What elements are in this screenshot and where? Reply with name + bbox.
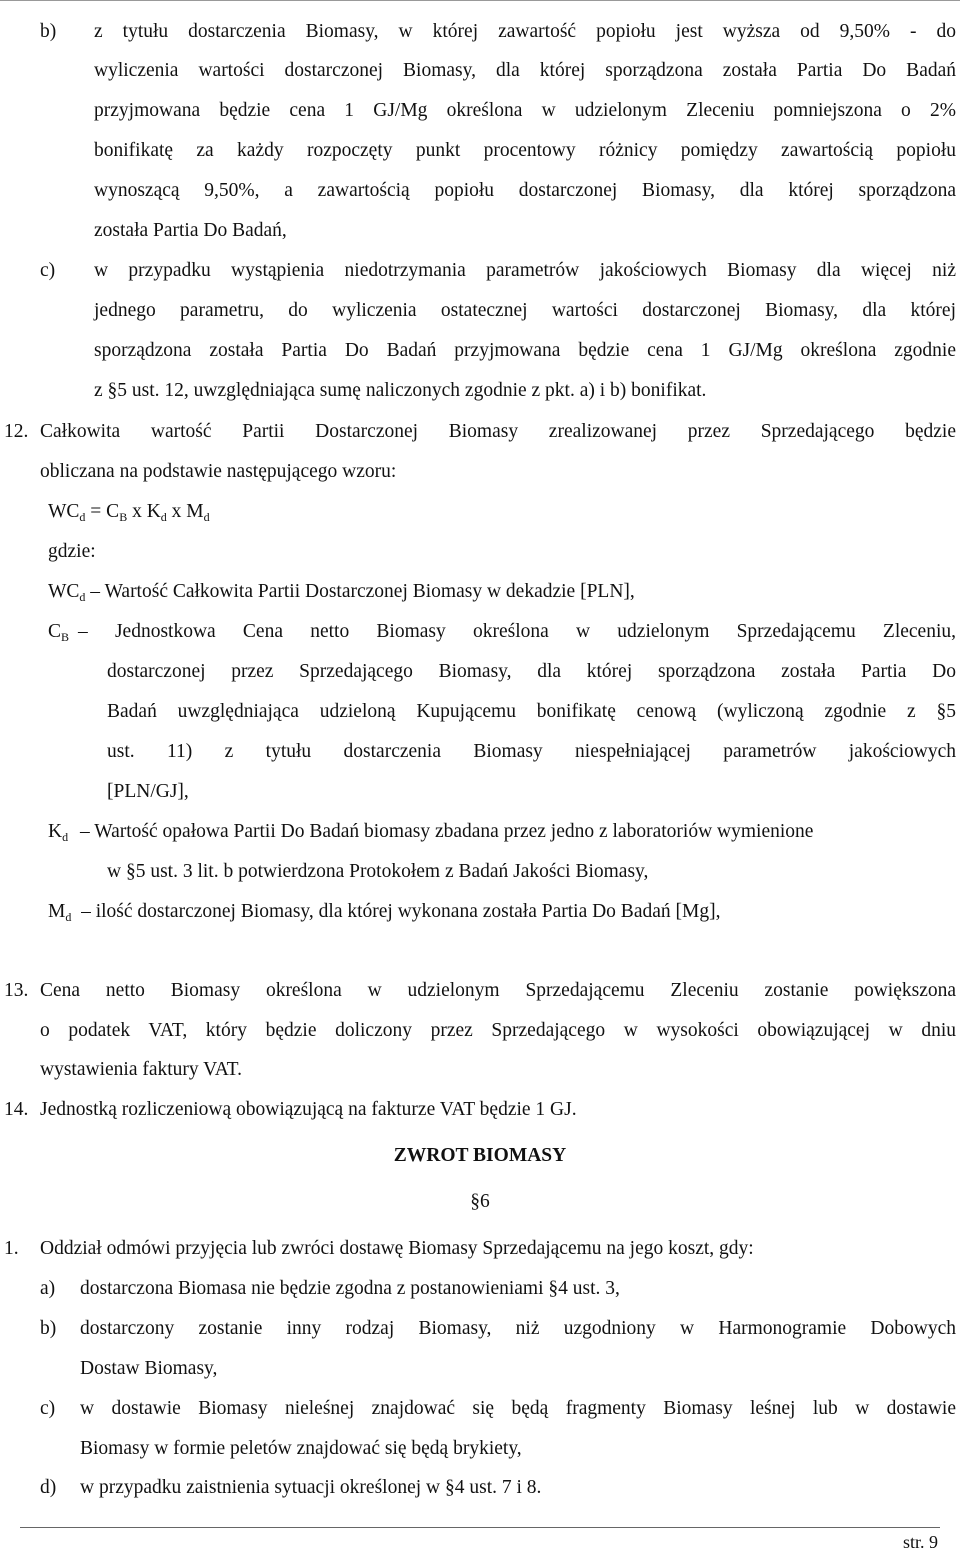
paragraph-number: §6 bbox=[470, 1191, 490, 1212]
definition-cb-symbol: $C_B$ bbox=[48, 621, 70, 644]
item-label-c: c) bbox=[40, 260, 56, 281]
section-c-line: jednego parametru, do wyliczenia ostatecznej wartości dostarczonej Biomasy, dla której bbox=[94, 300, 956, 321]
gdzie-label: gdzie: bbox=[48, 541, 96, 562]
definition-md: $M_d$ – ilość dostarczonej Biomasy, dla której wykonana została Partia Do Badań [Mg], bbox=[48, 901, 721, 924]
section-b-line: wynoszącą 9,50%, a zawartością popiołu dostarczonej Biomasy, dla której sporządzona bbox=[94, 180, 956, 201]
formula: $WC_d = C_B$ x $K_d$ x $M_d$ bbox=[48, 501, 210, 524]
section-b-line: bonifikatę za każdy rozpoczęty punkt procentowy różnicy pomiędzy zawartością popiołu bbox=[94, 140, 956, 161]
point-12-line: obliczana na podstawie następującego wzoru: bbox=[40, 461, 397, 482]
list-item-line: Dostaw Biomasy, bbox=[80, 1358, 218, 1379]
point-13-line: wystawienia faktury VAT. bbox=[40, 1059, 243, 1080]
section-c-line: sporządzona została Partia Do Badań przyjmowana będzie cena 1 GJ/Mg określona zgodnie bbox=[94, 340, 956, 361]
definition-cb-line: – Jednostkowa Cena netto Biomasy określona w udzielonym Sprzedającemu Zleceniu, bbox=[78, 621, 956, 642]
section-b-line: została Partia Do Badań, bbox=[94, 220, 287, 241]
footer-rule bbox=[20, 1527, 940, 1528]
definition-cb-line: ust. 11) z tytułu dostarczenia Biomasy niespełniającej parametrów jakościowych bbox=[107, 741, 956, 762]
list-label-a: a) bbox=[40, 1278, 56, 1299]
point-14-text: Jednostką rozliczeniową obowiązującą na fakturze VAT będzie 1 GJ. bbox=[40, 1099, 577, 1120]
point-13-line: o podatek VAT, który będzie doliczony przez Sprzedającego w wysokości obowiązującej w dniu bbox=[40, 1020, 956, 1041]
definition-wc: $WC_d$ – Wartość Całkowita Partii Dostarczonej Biomasy w dekadzie [PLN], bbox=[48, 581, 635, 604]
point-number-14: 14. bbox=[4, 1099, 29, 1120]
list-item-line: w dostawie Biomasy nieleśnej znajdować się będą fragmenty Biomasy leśnej lub w dostawie bbox=[80, 1398, 956, 1419]
definition-kd-symbol: $K_d$ bbox=[48, 821, 69, 844]
point-12-line: Całkowita wartość Partii Dostarczonej Biomasy zrealizowanej przez Sprzedającego będzie bbox=[40, 421, 956, 442]
list-item-line: Biomasy w formie peletów znajdować się będą brykiety, bbox=[80, 1438, 522, 1459]
definition-cb-line: Badań uwzględniająca udzieloną Kupującemu bonifikatę cenową (wyliczoną zgodnie z §5 bbox=[107, 701, 956, 722]
item-label-b: b) bbox=[40, 21, 57, 42]
list-item-line: dostarczony zostanie inny rodzaj Biomasy, niż uzgodniony w Harmonogramie Dobowych bbox=[80, 1318, 956, 1339]
page-number: str. 9 bbox=[902, 1532, 938, 1552]
par6-point-number: 1. bbox=[4, 1238, 19, 1259]
list-label-c: c) bbox=[40, 1398, 56, 1419]
section-c-line: w przypadku wystąpienia niedotrzymania parametrów jakościowych Biomasy dla więcej niż bbox=[94, 260, 956, 281]
top-rule bbox=[0, 0, 960, 1]
par6-point-text: Oddział odmówi przyjęcia lub zwróci dostawę Biomasy Sprzedającemu na jego koszt, gdy: bbox=[40, 1238, 754, 1259]
section-b-line: z tytułu dostarczenia Biomasy, w której zawartość popiołu jest wyższa od 9,50% - do bbox=[94, 21, 956, 42]
point-number-12: 12. bbox=[4, 421, 29, 442]
definition-cb-line: dostarczonej przez Sprzedającego Biomasy, dla której sporządzona została Partia Do bbox=[107, 661, 956, 682]
section-b-line: przyjmowana będzie cena 1 GJ/Mg określona w udzielonym Zleceniu pomniejszona o 2% bbox=[94, 100, 956, 121]
definition-kd-line: w §5 ust. 3 lit. b potwierdzona Protokołem z Badań Jakości Biomasy, bbox=[107, 861, 649, 882]
section-c-line: z §5 ust. 12, uwzględniająca sumę naliczonych zgodnie z pkt. a) i b) bonifikat. bbox=[94, 380, 707, 401]
section-b-line: wyliczenia wartości dostarczonej Biomasy, dla której sporządzona została Partia Do Badań bbox=[94, 60, 956, 81]
point-13-line: Cena netto Biomasy określona w udzielonym Sprzedającemu Zleceniu zostanie powiększona bbox=[40, 980, 956, 1001]
list-label-d: d) bbox=[40, 1477, 57, 1498]
section-heading: ZWROT BIOMASY bbox=[393, 1145, 567, 1166]
list-item-line: dostarczona Biomasa nie będzie zgodna z postanowieniami §4 ust. 3, bbox=[80, 1278, 620, 1299]
list-item-line: w przypadku zaistnienia sytuacji określonej w §4 ust. 7 i 8. bbox=[80, 1477, 542, 1498]
point-number-13: 13. bbox=[4, 980, 29, 1001]
definition-cb-line: [PLN/GJ], bbox=[107, 781, 189, 802]
definition-kd-line: – Wartość opałowa Partii Do Badań biomasy zbadana przez jedno z laboratoriów wymienione bbox=[80, 821, 814, 842]
list-label-b: b) bbox=[40, 1318, 57, 1339]
